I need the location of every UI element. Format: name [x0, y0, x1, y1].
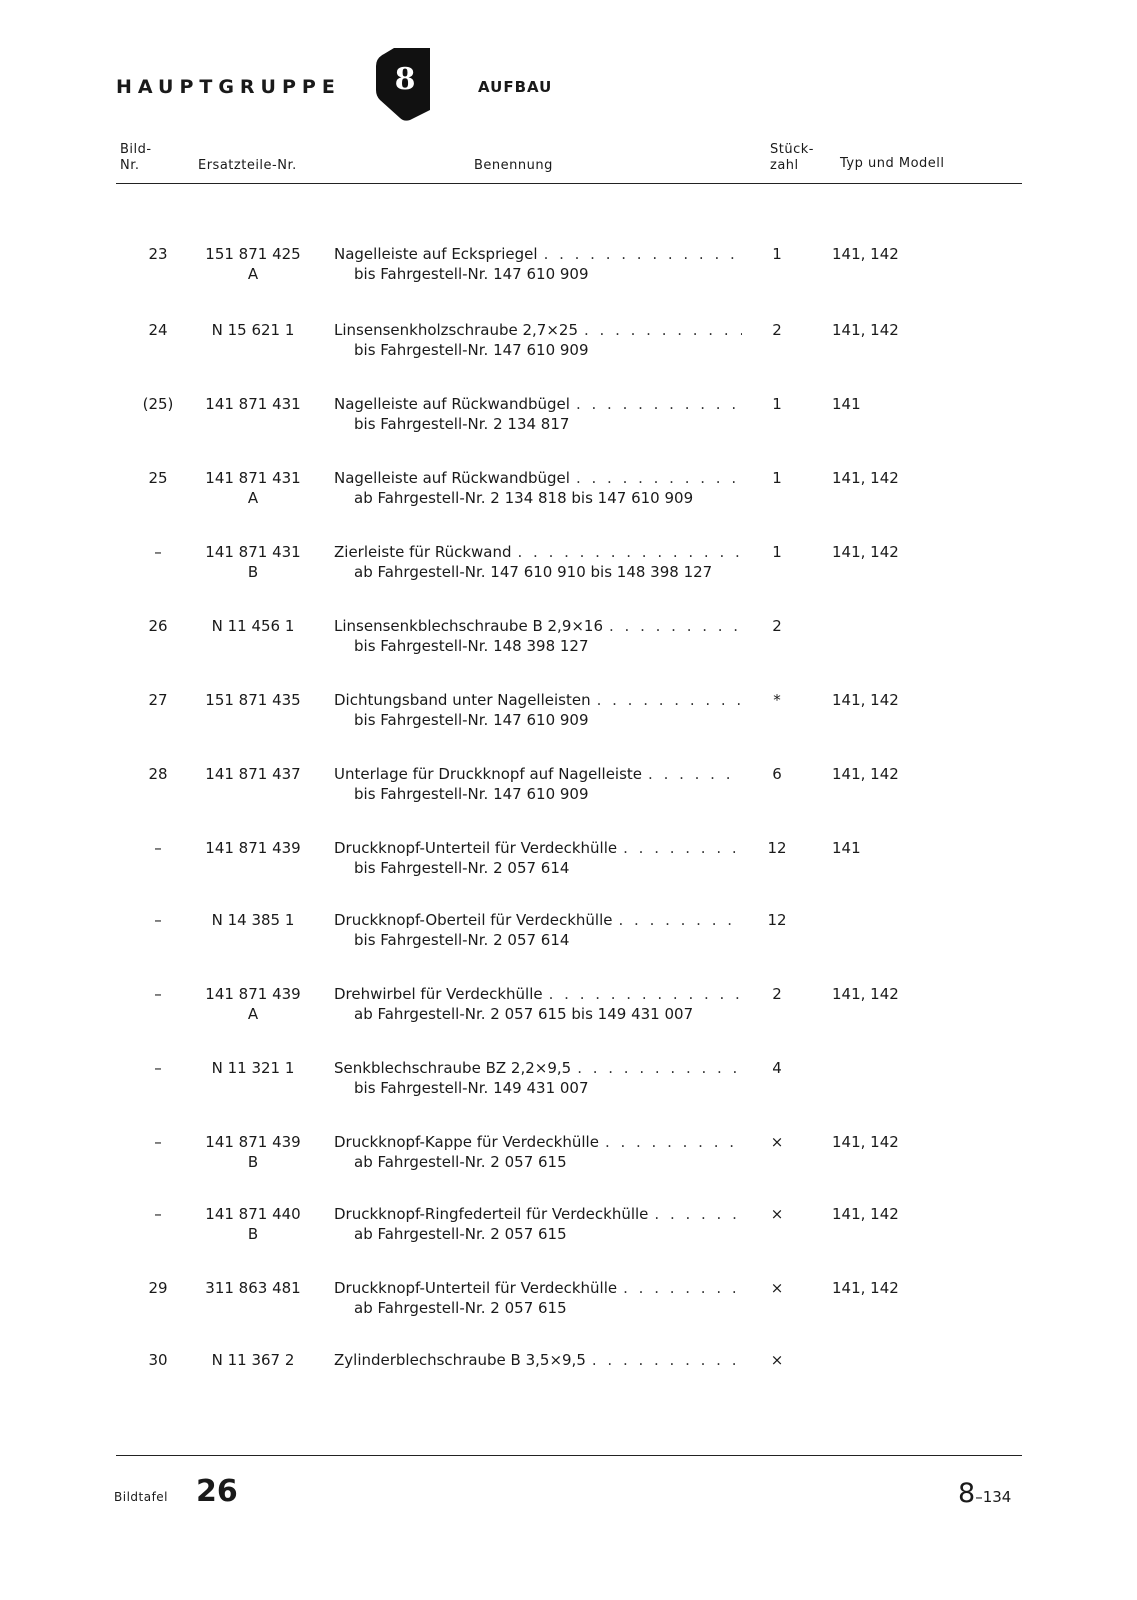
row-quantity: 6	[772, 765, 782, 783]
row-quantity: 2	[772, 985, 782, 1003]
row-part-number: 141 871 431 B	[205, 543, 301, 581]
row-note: ab Fahrgestell-Nr. 147 610 910 bis 148 398 127	[354, 563, 713, 581]
row-model: 141, 142	[832, 245, 899, 263]
row-description: Nagelleiste auf Eckspriegel	[334, 245, 538, 263]
leader-dots	[617, 838, 742, 858]
row-bild: –	[154, 1059, 162, 1077]
leader-dots	[570, 468, 742, 488]
section-title: AUFBAU	[478, 78, 553, 96]
row-note: ab Fahrgestell-Nr. 2 057 615	[354, 1153, 567, 1171]
parts-row	[0, 542, 1137, 592]
leader-dots	[512, 542, 743, 562]
row-description: Druckknopf-Ringfederteil für Verdeckhülle	[334, 1205, 649, 1223]
column-header-stueck-line1: Stück-	[770, 142, 814, 157]
row-description: Druckknopf-Unterteil für Verdeckhülle	[334, 839, 618, 857]
row-model: 141, 142	[832, 765, 899, 783]
page-number	[958, 1478, 1011, 1509]
column-header-benennung: Benennung	[474, 158, 553, 173]
parts-row	[0, 1058, 1137, 1108]
column-header-stueck-line2: zahl	[770, 158, 799, 173]
row-part-number: 151 871 435	[205, 691, 301, 709]
row-model: 141	[832, 395, 861, 413]
row-description: Nagelleiste auf Rückwandbügel	[334, 469, 570, 487]
row-bild: 27	[148, 691, 168, 709]
leader-dots	[570, 394, 742, 414]
row-description: Druckknopf-Unterteil für Verdeckhülle	[334, 1279, 618, 1297]
row-bild: –	[154, 543, 162, 561]
row-bild: –	[154, 1205, 162, 1223]
row-bild: –	[154, 985, 162, 1003]
row-note: bis Fahrgestell-Nr. 149 431 007	[354, 1079, 589, 1097]
column-header-bild-line2: Nr.	[120, 158, 140, 173]
parts-row	[0, 1132, 1137, 1182]
row-description: Zierleiste für Rückwand	[334, 543, 512, 561]
leader-dots	[571, 1058, 742, 1078]
leader-dots	[617, 1278, 742, 1298]
row-part-number: N 14 385 1	[211, 911, 295, 929]
leader-dots	[538, 244, 742, 264]
leader-dots	[543, 984, 742, 1004]
row-note: bis Fahrgestell-Nr. 147 610 909	[354, 341, 589, 359]
parts-row	[0, 394, 1137, 444]
row-bild: (25)	[142, 395, 174, 413]
row-bild: 30	[148, 1351, 168, 1369]
row-description: Druckknopf-Oberteil für Verdeckhülle	[334, 911, 613, 929]
row-model: 141, 142	[832, 1205, 899, 1223]
row-part-number: N 11 456 1	[211, 617, 295, 635]
row-description: Druckknopf-Kappe für Verdeckhülle	[334, 1133, 599, 1151]
column-header-stueckzahl	[770, 142, 814, 174]
row-part-number: 141 871 431 A	[205, 469, 301, 507]
row-bild: –	[154, 911, 162, 929]
row-note: bis Fahrgestell-Nr. 2 134 817	[354, 415, 570, 433]
row-bild: 28	[148, 765, 168, 783]
row-note: ab Fahrgestell-Nr. 2 057 615	[354, 1225, 567, 1243]
row-quantity: 2	[772, 321, 782, 339]
column-header-ersatzteile: Ersatzteile-Nr.	[198, 158, 297, 173]
row-part-number: 151 871 425 A	[205, 245, 301, 283]
leader-dots	[591, 690, 742, 710]
plate-number: 26	[196, 1474, 238, 1509]
row-model: 141	[832, 839, 861, 857]
row-model: 141, 142	[832, 691, 899, 709]
parts-row	[0, 320, 1137, 370]
row-description: Drehwirbel für Verdeckhülle	[334, 985, 543, 1003]
parts-row	[0, 690, 1137, 740]
row-note: bis Fahrgestell-Nr. 148 398 127	[354, 637, 589, 655]
footer-divider	[116, 1455, 1022, 1456]
row-description: Linsensenkblechschraube B 2,9×16	[334, 617, 604, 635]
parts-row	[0, 838, 1137, 888]
row-model: 141, 142	[832, 1133, 899, 1151]
page-group: 8	[958, 1478, 976, 1509]
column-header-bild-line1: Bild-	[120, 142, 152, 157]
row-part-number: N 11 321 1	[211, 1059, 295, 1077]
row-description: Zylinderblechschraube B 3,5×9,5	[334, 1351, 586, 1369]
row-quantity: 1	[772, 245, 782, 263]
row-model: 141, 142	[832, 1279, 899, 1297]
parts-row	[0, 468, 1137, 518]
row-note: bis Fahrgestell-Nr. 147 610 909	[354, 265, 589, 283]
row-model: 141, 142	[832, 985, 899, 1003]
row-bild: 26	[148, 617, 168, 635]
row-note: bis Fahrgestell-Nr. 147 610 909	[354, 785, 589, 803]
row-note: ab Fahrgestell-Nr. 2 057 615	[354, 1299, 567, 1317]
row-quantity: *	[773, 691, 781, 709]
leader-dots	[599, 1132, 742, 1152]
parts-row	[0, 984, 1137, 1034]
row-quantity: 2	[772, 617, 782, 635]
row-bild: 23	[148, 245, 168, 263]
row-note: bis Fahrgestell-Nr. 2 057 614	[354, 931, 570, 949]
row-part-number: 141 871 439	[205, 839, 301, 857]
row-description: Nagelleiste auf Rückwandbügel	[334, 395, 570, 413]
page-index: 134	[982, 1488, 1012, 1506]
column-header-bild	[120, 142, 152, 174]
row-quantity: ×	[770, 1133, 784, 1151]
row-model: 141, 142	[832, 469, 899, 487]
parts-row	[0, 616, 1137, 666]
plate-label: Bildtafel	[114, 1490, 169, 1504]
row-part-number: 141 871 439 B	[205, 1133, 301, 1171]
row-note: ab Fahrgestell-Nr. 2 057 615 bis 149 431 007	[354, 1005, 694, 1023]
row-quantity: 1	[772, 469, 782, 487]
row-part-number: N 15 621 1	[211, 321, 295, 339]
parts-row	[0, 244, 1137, 294]
row-part-number: N 11 367 2	[211, 1351, 295, 1369]
group-number: 8	[394, 62, 416, 97]
leader-dots	[603, 616, 742, 636]
row-part-number: 311 863 481	[205, 1279, 301, 1297]
row-quantity: 12	[767, 911, 787, 929]
leader-dots	[613, 910, 743, 930]
column-header-typ: Typ und Modell	[840, 156, 945, 171]
row-part-number: 141 871 437	[205, 765, 301, 783]
row-quantity: 1	[772, 543, 782, 561]
row-quantity: ×	[770, 1351, 784, 1369]
parts-row	[0, 1204, 1137, 1254]
row-description: Dichtungsband unter Nagelleisten	[334, 691, 591, 709]
row-part-number: 141 871 431	[205, 395, 301, 413]
parts-row	[0, 910, 1137, 960]
group-label: HAUPTGRUPPE	[116, 76, 341, 98]
page-separator: –	[975, 1488, 983, 1506]
row-quantity: 12	[767, 839, 787, 857]
row-description: Linsensenkholzschraube 2,7×25	[334, 321, 579, 339]
row-bild: –	[154, 839, 162, 857]
group-number-badge	[376, 44, 434, 122]
row-description: Unterlage für Druckknopf auf Nagelleiste	[334, 765, 643, 783]
row-bild: 25	[148, 469, 168, 487]
row-quantity: 4	[772, 1059, 782, 1077]
row-model: 141, 142	[832, 321, 899, 339]
row-quantity: 1	[772, 395, 782, 413]
row-note: ab Fahrgestell-Nr. 2 134 818 bis 147 610 909	[354, 489, 694, 507]
leader-dots	[642, 764, 742, 784]
parts-row	[0, 1350, 1137, 1400]
header-divider	[116, 183, 1022, 184]
parts-row	[0, 1278, 1137, 1328]
leader-dots	[648, 1204, 742, 1224]
row-bild: 24	[148, 321, 168, 339]
row-part-number: 141 871 439 A	[205, 985, 301, 1023]
leader-dots	[578, 320, 742, 340]
row-description: Senkblechschraube BZ 2,2×9,5	[334, 1059, 572, 1077]
row-model: 141, 142	[832, 543, 899, 561]
row-bild: –	[154, 1133, 162, 1151]
row-quantity: ×	[770, 1279, 784, 1297]
parts-row	[0, 764, 1137, 814]
row-quantity: ×	[770, 1205, 784, 1223]
row-note: bis Fahrgestell-Nr. 2 057 614	[354, 859, 570, 877]
row-part-number: 141 871 440 B	[205, 1205, 301, 1243]
row-note: bis Fahrgestell-Nr. 147 610 909	[354, 711, 589, 729]
leader-dots	[586, 1350, 742, 1370]
row-bild: 29	[148, 1279, 168, 1297]
